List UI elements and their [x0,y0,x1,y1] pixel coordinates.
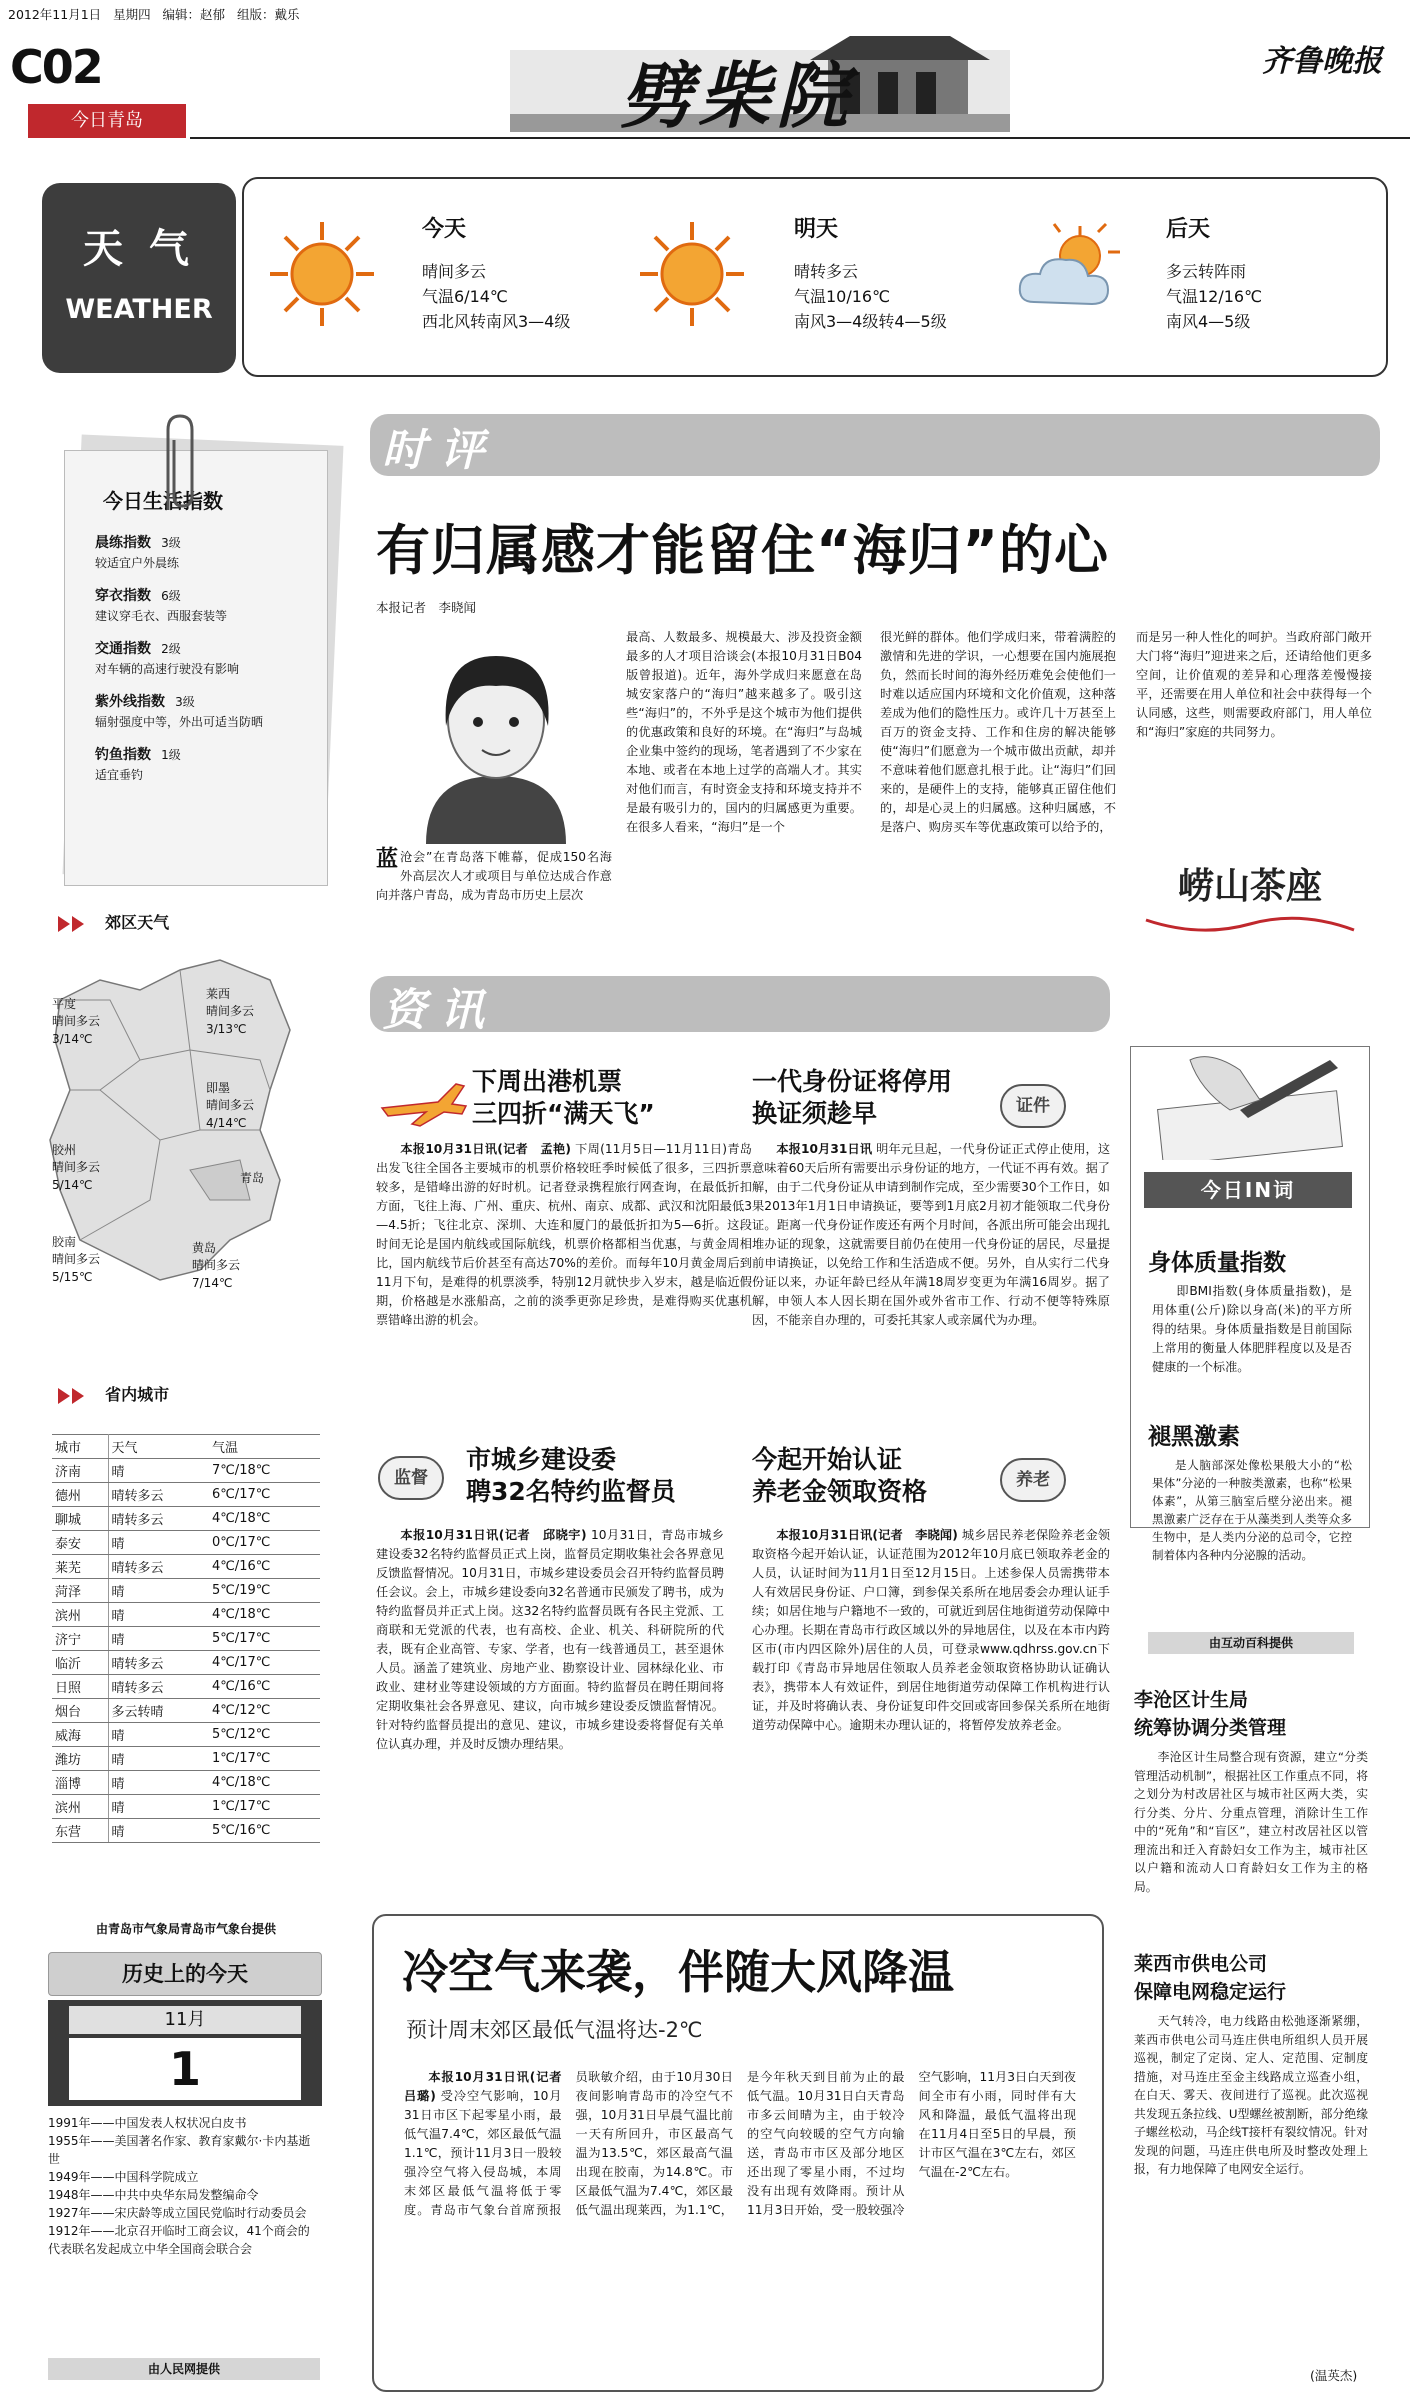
article-badge: 养老 [1000,1458,1066,1502]
list-item: 1955年——美国著名作家、教育家戴尔·卡内基逝世 [48,2134,311,2166]
weather-label-en: WEATHER [65,294,213,325]
article-text: 很光鲜的群体。他们学成归来，带着满腔的激情和先进的学识，一心想要在国内施展抱负，然而长时间的海外经历难免会使他们一时难以适应国内环境和文化价值观，这种落差成为他们的隐性压力。或许几十万甚至上百万的资金支持、工作和住房的解决能够使“海归”们愿意为一个城市做出贡献，却并不意味着他们愿意扎根于此。让“海归”们回来的，是硬件上的支持，能够真正留住他们的，却是心灵上的归属感。这种归属感，不是落户、购房买车等优惠政策可以给予的， [880,630,1116,834]
table-cell: 威海 [52,1723,108,1747]
weather-day-title: 后天 [1166,217,1211,242]
table-cell: 烟台 [52,1699,108,1723]
table-row [52,1627,320,1651]
brief-title: 莱西市供电公司 保障电网稳定运行 [1134,1953,1287,2003]
weather-label-box [42,183,236,373]
history-month: 11月 [69,2006,301,2034]
article-title: 市城乡建设委 聘32名特约监督员 [466,1445,676,1506]
table-row [52,1819,320,1843]
weather-day-today [422,212,570,334]
list-item: 1991年——中国发表人权状况白皮书 [48,2116,247,2130]
table-cell: 1℃/17℃ [209,1747,320,1771]
table-cell: 菏泽 [52,1579,108,1603]
weather-day-after [1166,212,1262,334]
brief-body: 天气转冷，电力线路由松弛逐渐紧绷，莱西市供电公司马连庄供电所组织人员开展巡视，制定了定岗、定人、定范围、定制度措施，对马连庄至金主线路成立巡查小组，在白天、雾天、夜间进行了巡视。此次巡视共发现五条拉线、U型螺丝被割断，部分绝缘子螺丝松动，马企线T接杆有裂纹情况。针对发现的问题，马连庄供电所及时整改处理上报，有力地保障了电网安全运行。 [1134,2014,1368,2176]
weather-temp: 气温10/16℃ [794,287,891,306]
suburb-jiaozhou: 胶州 晴间多云 5/14℃ [52,1143,101,1192]
table-row [52,1459,320,1483]
table-cell: 4℃/18℃ [209,1771,320,1795]
column-title: 劈柴院 [620,53,855,138]
history-title: 历史上的今天 [48,1952,322,1996]
table-cell: 5℃/17℃ [209,1627,320,1651]
table-cell: 晴转多云 [108,1483,209,1507]
table-row [52,1651,320,1675]
table-row [52,1723,320,1747]
feature-headline: 冷空气来袭，伴随大风降温 [402,1945,954,1999]
article-text: 而是另一种人性化的呵护。当政府部门敞开大门将“海归”迎进来之后，还请给他们更多空间，让价值观的差异和心理落差慢慢接平，还需要在用人单位和社会中获得每一个认同感，这些，则需要政府部门，用人单位和“海归”家庭的共同努力。 [1136,630,1372,739]
article-title: 一代身份证将停用 换证须趁早 [752,1067,953,1128]
brief-title: 李沧区计生局 统筹协调分类管理 [1134,1689,1287,1739]
weather-wind: 南风4—5级 [1166,312,1251,331]
table-cell: 多云转晴 [108,1699,209,1723]
suburb-laixi: 莱西 晴间多云 3/13℃ [206,987,255,1036]
header-layout: 组版：戴乐 [236,7,300,22]
feature-subhead: 预计周末郊区最低气温将达-2℃ [406,2018,703,2042]
table-cell: 泰安 [52,1531,108,1555]
province-table [52,1434,320,1843]
article-title: 下周出港机票 三四折“满天飞” [472,1067,655,1128]
article-title: 今起开始认证 养老金领取资格 [752,1445,928,1506]
province-credit: 由青岛市气象局青岛市气象台提供 [96,1922,277,1936]
brief-signature: (温英杰) [1310,2368,1358,2383]
table-header-row: 城市 天气 气温 [52,1435,320,1459]
suburb-huangdao: 黄岛 晴间多云 7/14℃ [192,1241,241,1290]
weather-desc: 多云转阵雨 [1166,262,1247,281]
life-index-item: 穿衣指数 6级 建议穿毛衣、西服套装等 [95,588,228,623]
life-index-item: 交通指数 2级 对车辆的高速行驶没有影响 [95,641,240,676]
feature-body: 本报10月31日讯(记者 吕璐) 受冷空气影响，10月31日市区下起零星小雨，最低气温7.4℃，郊区最低气温1.1℃，预计11月3日一股较强冷空气将入侵岛城，本周末郊区最低气温将低于零度。青岛市气象台首席预报员耿敏介绍，由于10月30日夜间影响青岛市的冷空气不强，10月31日早晨气温比前一天有所回升，市区最高气温为13.5℃，郊区最高气温出现在胶南，为14.8℃。市区最低气温为7.4℃，郊区最低气温出现莱西，为1.1℃，是今年秋天到目前为止的最低气温。10月31日白天青岛市多云间晴为主，由于较冷的空气向较暖的空气方向输送，青岛市市区及部分地区还出现了零星小雨，不过均没有出现有效降雨。预计从11月3日开始，受一股较强冷空气影响，11月3日白天到夜间全市有小雨，同时伴有大风和降温，最低气温将出现在11月4日至5日的早晨，预计市区气温在3℃左右，郊区气温在-2℃左右。 [404,2070,1076,2217]
arrow-icon [72,1388,84,1404]
history-events [48,2114,320,2258]
article-body: 本报10月31日讯(记者 孟艳) 下周(11月5日—11月11日)青岛出发飞往全国各主要城市的机票价格较旺季时候低了很多，三四折票较多，是错峰出游的好时机。记者登录携程旅行网查询，在最低折扣方面，飞往上海、广州、重庆、杭州、南京、成都、武汉和沈阳最低3—4.5折；飞往北京、深圳、大连和厦门的最低折扣为5—6折。这段时间无论是国内航线或国际航线，机票价格都相当优惠，与黄金周相比，国内航线节后价甚至有高达70%的差价。而每年10月黄金周后到11月下旬，是难得的机票淡季，特别12月就快步入岁末，越是临近假期，价格越是水涨船高，之前的淡季更弥足珍贵，是难得购买优惠机票错峰出游的机会。 [376,1142,752,1327]
commentary-col1 [376,848,612,905]
weather-wind: 西北风转南风3—4级 [422,312,571,331]
commentary-byline: 本报记者 李晓闻 [376,600,477,615]
table-cell: 淄博 [52,1771,108,1795]
cloud-sun-rain-icon [1014,220,1122,328]
table-cell: 晴 [108,1627,209,1651]
list-item: 1927年——宋庆龄等成立国民党临时行动委员会 [48,2206,307,2220]
brief-body: 李沧区计生局整合现有资源，建立“分类管理活动机制”，根据社区工作重点不同，将之划分为村改居社区与城市社区两大类，实行分类、分片、分重点管理，消除计生工作中的“死角”和“盲区”，建立村改居社区以管理流出和迁入育龄妇女工作为主，城市社区以户籍和流动人口育龄妇女工作为主的格局。 [1134,1750,1368,1894]
news-tag: 资讯 [382,985,498,1036]
in-word-term: 身体质量指数 [1148,1250,1286,1276]
suburb-pingdu: 平度 晴间多云 3/14℃ [52,997,101,1046]
table-cell: 晴转多云 [108,1555,209,1579]
table-row [52,1603,320,1627]
sun-icon [268,220,376,328]
weather-day-tomorrow [794,212,947,334]
commentary-col2 [626,628,862,837]
table-cell: 5℃/19℃ [209,1579,320,1603]
table-cell: 济南 [52,1459,108,1483]
in-word-title: 今日IN词 [1144,1172,1352,1208]
arrow-icon [58,1388,70,1404]
suburb-jimo: 即墨 晴间多云 4/14℃ [206,1081,255,1130]
reporter-photo [386,626,606,844]
article-body: 本报10月31日讯 明年元旦起，一代身份证正式停止使用，这意味着60天后所有需要出示身份证的地方，一代证不再有效。据了解，由于二代身份证从申请到制作完成，至少需要30个工作日，如果2013年1月1日申请换证，要等到1月底2月初才能领取二代身份证。距离一代身份证作废还有两个月时间，各派出所可能会出现扎堆办证的现象，这就需要目前仍在使用一代身份证的居民，尽量提前申请换证，以免给工作和生活造成不便。另外，自从实行二代身份证以来，办证年龄已经从年满18周岁变更为年满16周岁。据了解，申领人本人因长期在国外或外省市工作、行动不便等特殊原因，不能亲自办理的，可委托其家人或亲属代为办理。 [752,1142,1111,1327]
tea-logo-art [1140,840,1360,940]
life-index-item: 钓鱼指数 1级 适宜垂钓 [95,747,181,782]
table-cell: 德州 [52,1483,108,1507]
list-item: 1912年——北京召开临时工商会议，41个商会的代表联名发起成立中华全国商会联合会 [48,2224,310,2256]
table-cell: 5℃/16℃ [209,1819,320,1843]
table-cell: 晴转多云 [108,1675,209,1699]
table-cell: 临沂 [52,1651,108,1675]
header-date: 2012年11月1日 [8,7,102,22]
suburb-title: 郊区天气 [105,913,170,932]
suburb-jiaonan: 胶南 晴间多云 5/15℃ [52,1235,101,1284]
dropcap: 蓝 [376,847,399,872]
table-cell: 7℃/18℃ [209,1459,320,1483]
table-cell: 莱芜 [52,1555,108,1579]
table-cell: 晴 [108,1795,209,1819]
weather-label-cn: 天 气 [83,226,195,272]
weather-desc: 晴转多云 [794,262,859,281]
table-cell: 晴转多云 [108,1651,209,1675]
sun-icon [638,220,746,328]
commentary-col4 [1136,628,1372,742]
table-cell: 4℃/17℃ [209,1651,320,1675]
paper-logo: 齐鲁晚报 [1262,44,1382,79]
weather-day-title: 今天 [422,217,467,242]
table-cell: 晴 [108,1747,209,1771]
table-cell: 晴转多云 [108,1507,209,1531]
table-cell: 晴 [108,1579,209,1603]
suburb-heading [58,910,169,933]
province-heading [58,1382,169,1405]
life-index-title: 今日生活指数 [103,489,223,513]
header-editor: 编辑：赵郁 [162,7,226,22]
table-cell: 潍坊 [52,1747,108,1771]
table-cell: 4℃/12℃ [209,1699,320,1723]
table-cell: 济宁 [52,1627,108,1651]
table-cell: 1℃/17℃ [209,1795,320,1819]
commentary-tag-bar [370,414,1380,476]
in-word-desc: 是人脑部深处像松果般大小的“松果体”分泌的一种胺类激素，也称“松果体素”，从第三脑室后壁分泌出来。褪黑激素广泛存在于从藻类到人类等众多生物中，是人类内分泌的总司令，它控制着体内各种内分泌腺的活动。 [1152,1458,1352,1562]
article-badge: 证件 [1000,1084,1066,1128]
table-cell: 晴 [108,1819,209,1843]
article-body: 本报10月31日讯(记者 邱晓宇) 10月31日，青岛市城乡建设委32名特约监督员正式上岗，监督员定期收集社会各界意见反馈监督情况。10月31日，市城乡建设委员会召开特约监督员聘任会议。会上，市城乡建设委向32名普通市民颁发了聘书，成为特约监督员并正式上岗。这32名特约监督员既有各民主党派、工商联和无党派的代表，也有高校、企业、机关、科研院所的代表，既有企业高管、专家、学者，也有一线普通员工，甚至退休人员。涵盖了建筑业、房地产业、勘察设计业、园林绿化业、市政业、建材业等建设领域的方方面面。特约监督员在聘任期间将定期收集社会各界意见、建议，向市城乡建设委反馈监督情况。针对特约监督员提出的意见、建议，市城乡建设委将督促有关单位认真办理，并及时反馈办理结果。 [376,1528,724,1751]
arrow-icon [58,916,70,932]
table-row [52,1747,320,1771]
paperclip-icon [150,410,210,520]
table-cell: 滨州 [52,1795,108,1819]
table-row [52,1795,320,1819]
history-calendar [48,2000,322,2106]
table-row [52,1507,320,1531]
history-credit: 由人民网提供 [48,2358,320,2380]
table-cell: 6℃/17℃ [209,1483,320,1507]
in-word-credit: 由互动百科提供 [1148,1632,1354,1654]
table-cell: 滨州 [52,1603,108,1627]
table-cell: 4℃/18℃ [209,1603,320,1627]
article-badge: 监督 [378,1456,444,1500]
table-row [52,1483,320,1507]
history-day: 1 [69,2038,301,2100]
header-weekday: 星期四 [113,7,151,22]
table-cell: 日照 [52,1675,108,1699]
table-cell: 晴 [108,1603,209,1627]
table-row [52,1771,320,1795]
table-cell: 晴 [108,1723,209,1747]
table-cell: 东营 [52,1819,108,1843]
life-index-item: 晨练指数 3级 较适宜户外晨练 [95,535,181,570]
weather-wind: 南风3—4级转4—5级 [794,312,947,331]
suburb-qingdao: 青岛 [240,1171,265,1185]
weather-temp: 气温6/14℃ [422,287,508,306]
page-code: C02 [10,40,102,94]
weather-temp: 气温12/16℃ [1166,287,1263,306]
commentary-headline: 有归属感才能留住“海归”的心 [376,519,1109,582]
table-cell: 4℃/16℃ [209,1555,320,1579]
article-text: 最高、人数最多、规模最大、涉及投资金额最多的人才项目洽谈会(本报10月31日B04版曾报道)。近年，海外学成归来愿意在岛城安家落户的“海归”越来越多了。吸引这些“海归”的，不外乎是这个城市为他们提供的优惠政策和良好的环境。在“海归”与岛城企业集中签约的现场，笔者遇到了不少家在本地、或者在本地上过学的高端人才。其实对他们而言，有时资金支持和环境支持并不是最有吸引力的，国内的归属感更为重要。在很多人看来，“海归”是一个 [626,630,862,834]
life-index-item: 紫外线指数 3级 辐射强度中等，外出可适当防晒 [95,694,264,729]
table-row [52,1699,320,1723]
in-word-term: 褪黑激素 [1148,1424,1240,1450]
weather-day-title: 明天 [794,217,839,242]
table-cell: 5℃/12℃ [209,1723,320,1747]
table-row [52,1555,320,1579]
header-info [8,6,299,24]
table-cell: 晴 [108,1531,209,1555]
table-cell: 0℃/17℃ [209,1531,320,1555]
table-cell: 4℃/16℃ [209,1675,320,1699]
weather-desc: 晴间多云 [422,262,487,281]
article-body: 本报10月31日讯(记者 李晓闻) 城乡居民养老保险养老金领取资格今起开始认证，认证范围为2012年10月底已领取养老金的人员，认证时间为11月1日至12月15日。上述参保人员需携带本人有效居民身份证、户口簿，到参保关系所在地居委会办理认证手续；如居住地与户籍地不一致的，可就近到居住地街道劳动保障中心办理。长期在青岛市行政区域以外的异地居住，以及在本市内跨区市(市内四区除外)居住的人员，可登录www.qdhrss.gov.cn下载打印《青岛市异地居住领取人员养老金领取资格协助认证确认表》，携带本人有效证件，到居住地街道劳动保障工作机构进行认证，并及时将确认表、身份证复印件交回或寄回参保关系所在地街道劳动保障中心。逾期未办理认证的，将暂停发放养老金。 [752,1528,1111,1732]
list-item: 1949年——中国科学院成立 [48,2170,199,2184]
airplane-icon [378,1072,468,1128]
table-cell: 聊城 [52,1507,108,1531]
arrow-icon [72,916,84,932]
province-title: 省内城市 [105,1385,170,1404]
article-text: 沧会”在青岛落下帷幕，促成150名海外高层次人才或项目与单位达成合作意向并落户青岛，成为青岛市历史上层次 [376,850,612,902]
commentary-col3 [880,628,1116,837]
commentary-tag: 时评 [382,425,498,476]
table-row [52,1579,320,1603]
table-row [52,1675,320,1699]
table-cell: 晴 [108,1459,209,1483]
section-tag: 今日青岛 [28,104,186,138]
list-item: 1948年——中共中央华东局发整编命令 [48,2188,259,2202]
table-cell: 4℃/18℃ [209,1507,320,1531]
table-cell: 晴 [108,1771,209,1795]
table-row [52,1531,320,1555]
tea-logo: 崂山茶座 [1177,865,1322,907]
in-word-desc: 即BMI指数(身体质量指数)，是用体重(公斤)除以身高(米)的平方所得的结果。身体质量指数是目前国际上常用的衡量人体肥胖程度以及是否健康的一个标准。 [1152,1284,1352,1374]
